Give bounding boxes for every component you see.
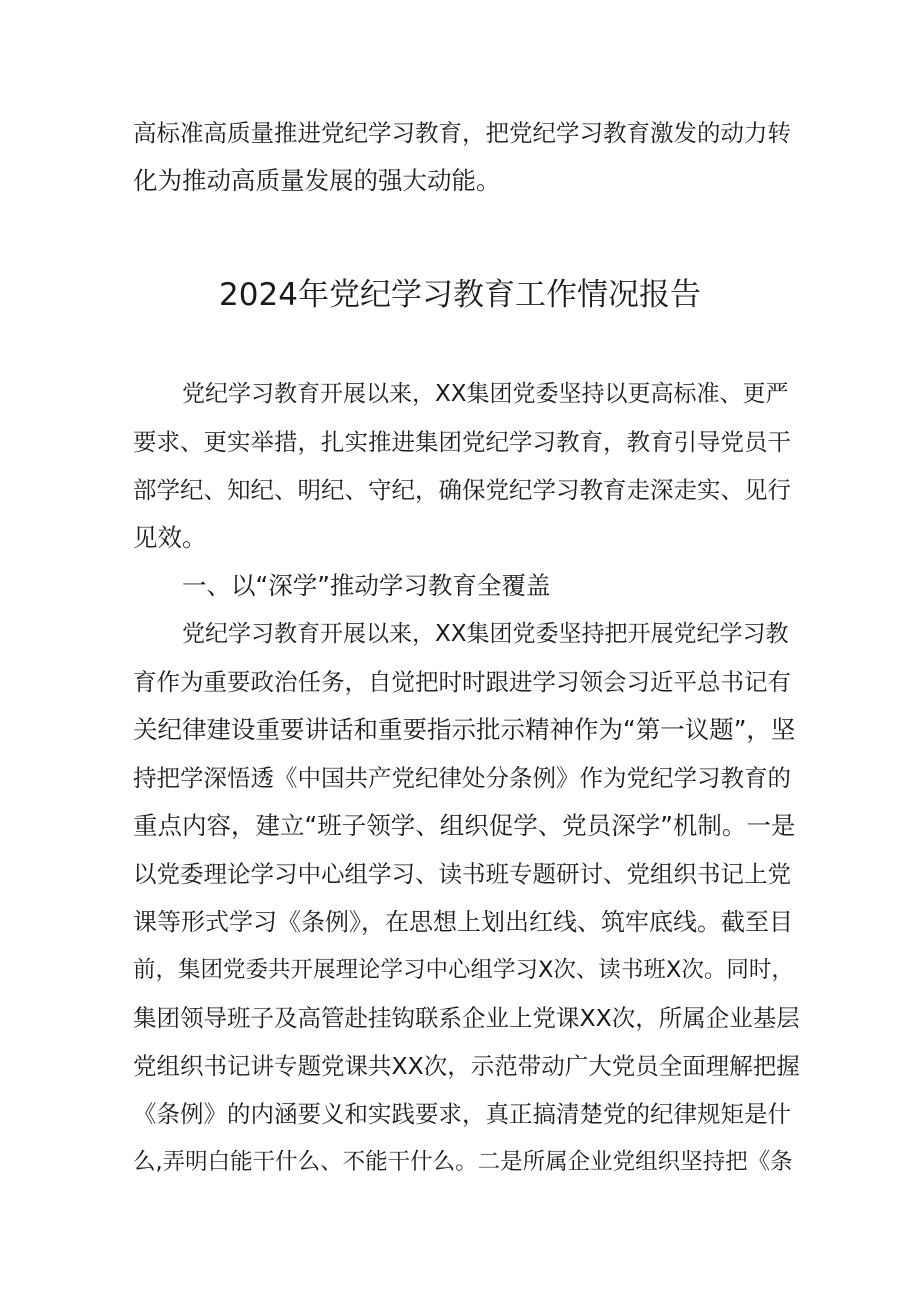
paragraph2-line-6: 以党委理论学习中心组学习、读书班专题研讨、党组织书记上党 xyxy=(133,860,791,888)
paragraph2-line-9: 集团领导班子及高管赴挂钩联系企业上党课XX次，所属企业基层 xyxy=(133,1004,800,1032)
paragraph2-line-10: 党组织书记讲专题党课共XX次，示范带动广大党员全面理解把握 xyxy=(133,1052,800,1080)
paragraph1-line-3: 部学纪、知纪、明纪、守纪，确保党纪学习教育走深走实、见行 xyxy=(133,476,791,504)
intro-line-2: 化为推动高质量发展的强大动能。 xyxy=(133,166,501,195)
paragraph1-line-1: 党纪学习教育开展以来，XX集团党委坚持以更高标准、更严 xyxy=(182,381,789,407)
paragraph2-line-4: 持把学深悟透《中国共产党纪律处分条例》作为党纪学习教育的 xyxy=(133,764,791,792)
paragraph2-line-5: 重点内容，建立“班子领学、组织促学、党员深学”机制。一是 xyxy=(133,811,796,840)
paragraph2-line-12: 么,弄明白能干什么、不能干什么。二是所属企业党组织坚持把《条 xyxy=(133,1149,793,1175)
paragraph2-line-2: 育作为重要政治任务，自觉把时时跟进学习领会习近平总书记有 xyxy=(133,668,791,696)
report-title: 2024年党纪学习教育工作情况报告 xyxy=(219,277,701,313)
paragraph2-line-8: 前，集团党委共开展理论学习中心组学习X次、读书班X次。同时， xyxy=(133,957,794,983)
paragraph2-line-7: 课等形式学习《条例》，在思想上划出红线、筑牢底线。截至目 xyxy=(133,908,793,936)
intro-line-1: 高标准高质量推进党纪学习教育，把党纪学习教育激发的动力转 xyxy=(133,119,791,147)
paragraph2-line-3: 关纪律建设重要讲话和重要指示批示精神作为“第一议题”，坚 xyxy=(133,715,796,744)
paragraph2-line-1: 党纪学习教育开展以来，XX集团党委坚持把开展党纪学习教 xyxy=(182,621,789,647)
paragraph1-line-4: 见效。 xyxy=(133,523,207,552)
section1-heading: 一、以“深学”推动学习教育全覆盖 xyxy=(182,571,551,600)
paragraph1-line-2: 要求、更实举措，扎实推进集团党纪学习教育，教育引导党员干 xyxy=(133,428,791,456)
paragraph2-line-11: 《条例》的内涵要义和实践要求，真正搞清楚党的纪律规矩是什 xyxy=(133,1100,791,1128)
